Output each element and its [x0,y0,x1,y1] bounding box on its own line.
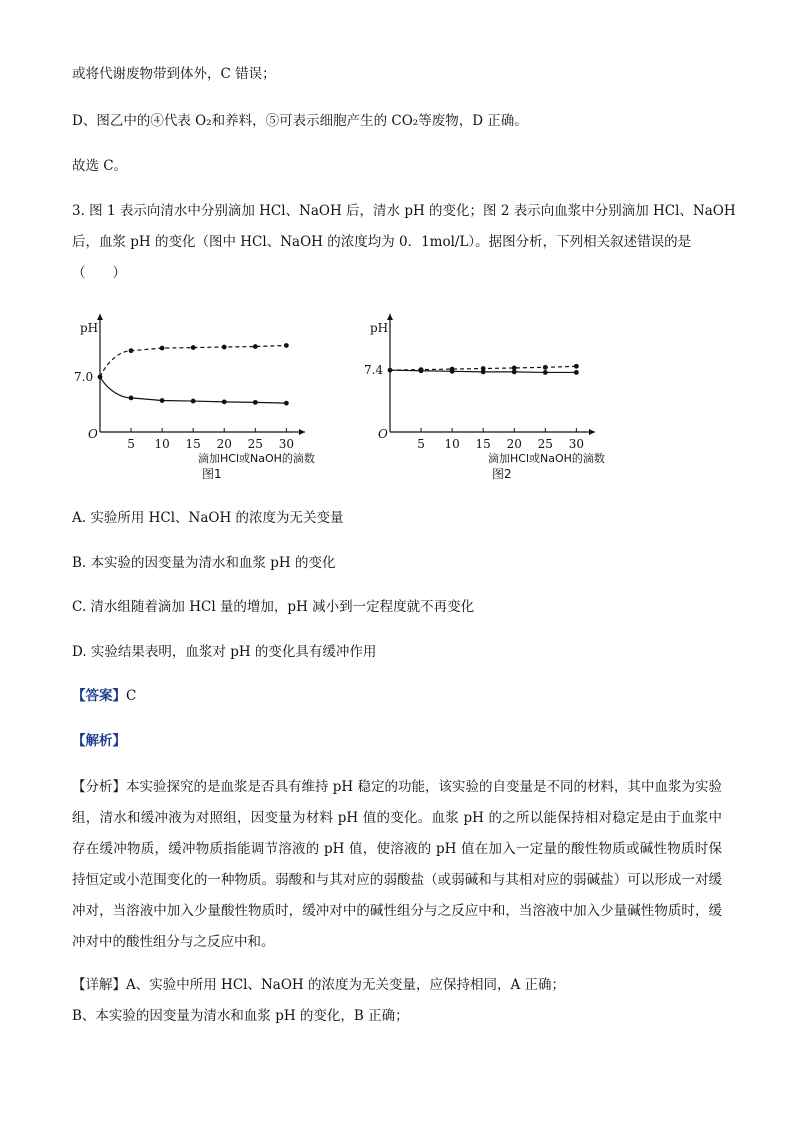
chart2-point-naoh [574,364,579,369]
chart1-point-hcl [191,399,196,404]
chart1-point-naoh [222,345,227,350]
chart2-x-axis-arrow [589,429,595,435]
chart1-point-naoh [191,345,196,350]
chart2-x-tick-label: 5 [417,437,425,451]
chart1-x-tick-label: 20 [216,437,232,451]
detail-line-a [72,975,565,995]
figure-2-chart [362,300,632,490]
chart2-caption: 图2 [492,467,512,481]
chart1-x-tick-label: 10 [154,437,170,451]
chart2-x-axis-label: 滴加HCl或NaOH的滴数 [488,452,605,465]
chart1-y-axis-label: pH [80,321,99,335]
figure-1-plot [74,314,315,481]
chart1-point-naoh [160,346,165,351]
chart1-point-naoh [129,348,134,353]
analysis-tag-line [72,731,126,751]
option-a: A. 实验所用 HCl、NaOH 的浓度为无关变量 [72,510,344,526]
figure-1-chart [72,300,342,490]
answer-value: C [126,688,137,704]
text-line-c-wrong: 或将代谢废物带到体外，C 错误； [72,66,276,82]
chart2-y-tick-label: 7.4 [364,363,384,378]
chart2-point-hcl [574,370,579,375]
answer-line [72,686,136,706]
question-3-line2: 后，血浆 pH 的变化（图中 HCl、NaOH 的浓度均为 0．1mol/L）。据图分析，下列相关叙述错误的是 [72,234,692,250]
chart1-point-hcl [160,398,165,403]
chart1-x-axis-label: 滴加HCl或NaOH的滴数 [198,452,315,465]
chart2-y-axis-label: pH [370,321,389,335]
chart2-point-hcl [419,368,424,373]
option-b: B. 本实验的因变量为清水和血浆 pH 的变化 [72,555,336,571]
text-line-choose-c: 故选 C。 [72,158,128,174]
chart1-point-hcl [284,401,289,406]
chart1-y-axis-arrow [97,314,103,320]
chart2-point-hcl [481,369,486,374]
chart1-series-line-naoh [100,345,286,376]
analysis-tag: 【解析】 [72,733,126,749]
option-c: C. 清水组随着滴加 HCl 量的增加，pH 减小到一定程度就不再变化 [72,599,475,615]
chart1-point-hcl [129,396,134,401]
chart2-x-tick-label: 20 [506,437,522,451]
chart1-x-tick-label: 15 [185,437,201,451]
chart1-origin-label: O [88,427,98,441]
detail-line-b: B、本实验的因变量为清水和血浆 pH 的变化，B 正确； [72,1008,409,1024]
question-3-line1: 3. 图 1 表示向清水中分别滴加 HCl、NaOH 后，清水 pH 的变化；图 2 表示向血浆中分别滴加 HCl、NaOH [72,203,736,219]
chart1-point-naoh [253,344,258,349]
chart2-point-naoh [543,365,548,370]
chart2-point-hcl [543,370,548,375]
chart2-x-tick-label: 25 [537,437,553,451]
chart2-x-tick-label: 15 [475,437,491,451]
chart2-origin-label: O [378,427,388,441]
chart1-y-tick-label: 7.0 [74,369,94,384]
xiangjie-tag: 【详解】 [72,977,126,993]
figure-2-plot [364,314,605,481]
question-3-blank: （ ） [72,265,126,281]
chart1-x-tick-label: 25 [247,437,263,451]
answer-tag: 【答案】 [72,688,126,704]
chart2-point-hcl [450,369,455,374]
chart2-y-axis-arrow [387,314,393,320]
xiangjie-a: A、实验中所用 HCl、NaOH 的浓度为无关变量，应保持相同，A 正确； [126,977,565,993]
chart1-x-tick-label: 5 [127,437,135,451]
chart1-point-naoh [284,343,289,348]
chart1-point-hcl [222,399,227,404]
analysis-paragraph [72,772,722,958]
chart1-x-tick-label: 30 [278,437,295,451]
chart1-caption: 图1 [202,467,222,481]
chart2-x-tick-label: 30 [568,437,585,451]
chart2-point-hcl [512,369,517,374]
option-d: D. 实验结果表明，血浆对 pH 的变化具有缓冲作用 [72,644,377,660]
fenxi-text: 本实验探究的是血浆是否具有维持 pH 稳定的功能，该实验的自变量是不同的材料，其中血浆为实验组，清水和缓冲液为对照组，因变量为材料 pH 值的变化。血浆 pH 的之所以能保持相对稳定是由于血浆中存在缓冲物质，缓冲物质指能调节溶液的 pH 值，使溶液的 pH 值在加入一定量的酸性物质或碱性物质时保持恒定或小范围变化的一种物质。弱酸和与其对应的弱酸盐（或弱碱和与其相对应的弱碱盐）可以形成一对缓冲对，当溶液中加入少量酸性物质时，缓冲对中的碱性组分与之反应中和，当溶液中加入少量碱性物质时，缓冲对中的酸性组分与之反应中和。 [72,779,722,950]
chart2-x-tick-label: 10 [444,437,460,451]
chart1-point-hcl [253,400,258,405]
text-line-d-correct: D、图乙中的④代表 O₂和养料，⑤可表示细胞产生的 CO₂等废物，D 正确。 [72,113,528,129]
chart1-x-axis-arrow [299,429,305,435]
fenxi-tag: 【分析】 [72,779,126,795]
